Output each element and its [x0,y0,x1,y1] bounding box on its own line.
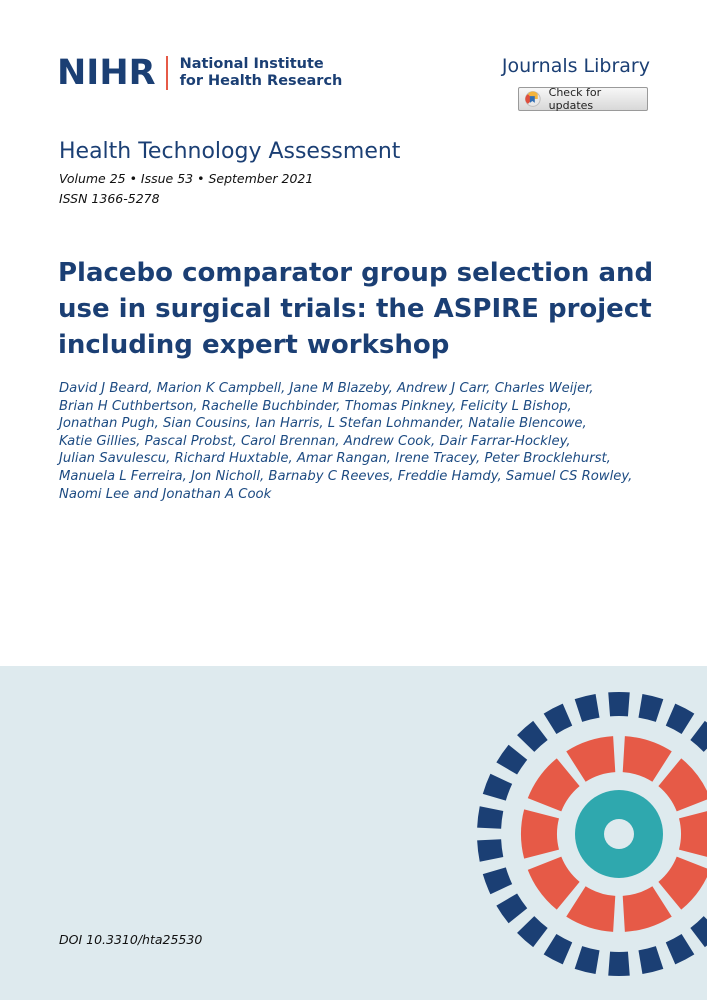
outer-ring-segment [666,704,695,734]
doi: DOI 10.3310/hta25530 [59,932,203,947]
crossmark-icon [525,91,541,107]
middle-ring-segment [528,857,580,910]
outer-ring-segment [608,692,630,716]
middle-ring-segment [679,809,707,858]
outer-ring-segment [496,893,527,923]
outer-ring-segment [517,916,548,947]
journals-library-label: Journals Library [501,55,650,77]
article-title-line: use in surgical trials: the ASPIRE project [58,294,652,324]
outer-ring-segment [544,934,573,964]
nihr-logo-mark: NIHR [57,53,156,93]
middle-ring-segment [528,758,580,811]
middle-ring-segment [566,736,615,782]
issn: ISSN 1366-5278 [59,191,160,206]
outer-ring-segment [517,721,548,752]
author-line: Katie Gillies, Pascal Probst, Carol Brennan, Andrew Cook, Dair Farrar-Hockley, [59,433,571,449]
outer-ring-segment [477,806,503,828]
volume-issue-date: Volume 25 • Issue 53 • September 2021 [59,171,314,186]
center-hole [604,819,634,849]
outer-ring-segment [690,721,707,752]
author-line: Jonathan Pugh, Sian Cousins, Ian Harris, L Stefan Lohmander, Natalie Blencowe, [59,416,587,432]
nihr-logo [57,55,342,91]
cover-footer-band [0,666,707,1000]
author-line: David J Beard, Marion K Campbell, Jane M Blazeby, Andrew J Carr, Charles Weijer, [59,381,594,396]
middle-ring-segment [623,886,672,932]
journal-title: Health Technology Assessment [59,139,401,164]
outer-ring-segment [638,694,663,722]
check-for-updates-label: Check for updates [548,86,602,112]
middle-ring-segment [566,886,615,932]
middle-ring-segment [658,857,707,910]
article-title [58,255,654,363]
author-list [59,380,633,503]
check-for-updates-button[interactable] [518,87,648,111]
outer-ring-segment [477,839,503,861]
outer-ring-segment [483,867,512,894]
outer-ring-segment [483,774,512,801]
outer-ring-segment [544,704,573,734]
author-line: Julian Savulescu, Richard Huxtable, Amar Rangan, Irene Tracey, Peter Brocklehurst, [59,451,611,467]
outer-ring-segment [575,694,600,722]
nihr-logo-name [180,56,343,90]
article-title-line: Placebo comparator group selection and [58,258,654,288]
outer-ring-segment [496,745,527,775]
outer-ring-segment [638,946,663,974]
article-title-line: including expert workshop [58,330,450,360]
middle-ring-segment [521,809,559,858]
author-line: Naomi Lee and Jonathan A Cook [59,486,272,502]
logo-name-line-2: for Health Research [179,73,343,89]
author-line: Brian H Cuthbertson, Rachelle Buchbinder, Thomas Pinkney, Felicity L Bishop, [59,398,572,414]
outer-ring-segment [575,946,600,974]
outer-ring-segment [690,916,707,947]
middle-ring-segment [658,758,707,811]
logo-name-line-1: National Institute [179,56,324,72]
author-line: Manuela L Ferreira, Jon Nicholl, Barnaby C Reeves, Freddie Hamdy, Samuel CS Rowley, [59,468,633,484]
outer-ring-segment [666,934,695,964]
roundel-graphic [0,666,707,1000]
logo-divider [166,56,168,90]
outer-ring-segment [608,952,630,976]
middle-ring-segment [623,736,672,782]
